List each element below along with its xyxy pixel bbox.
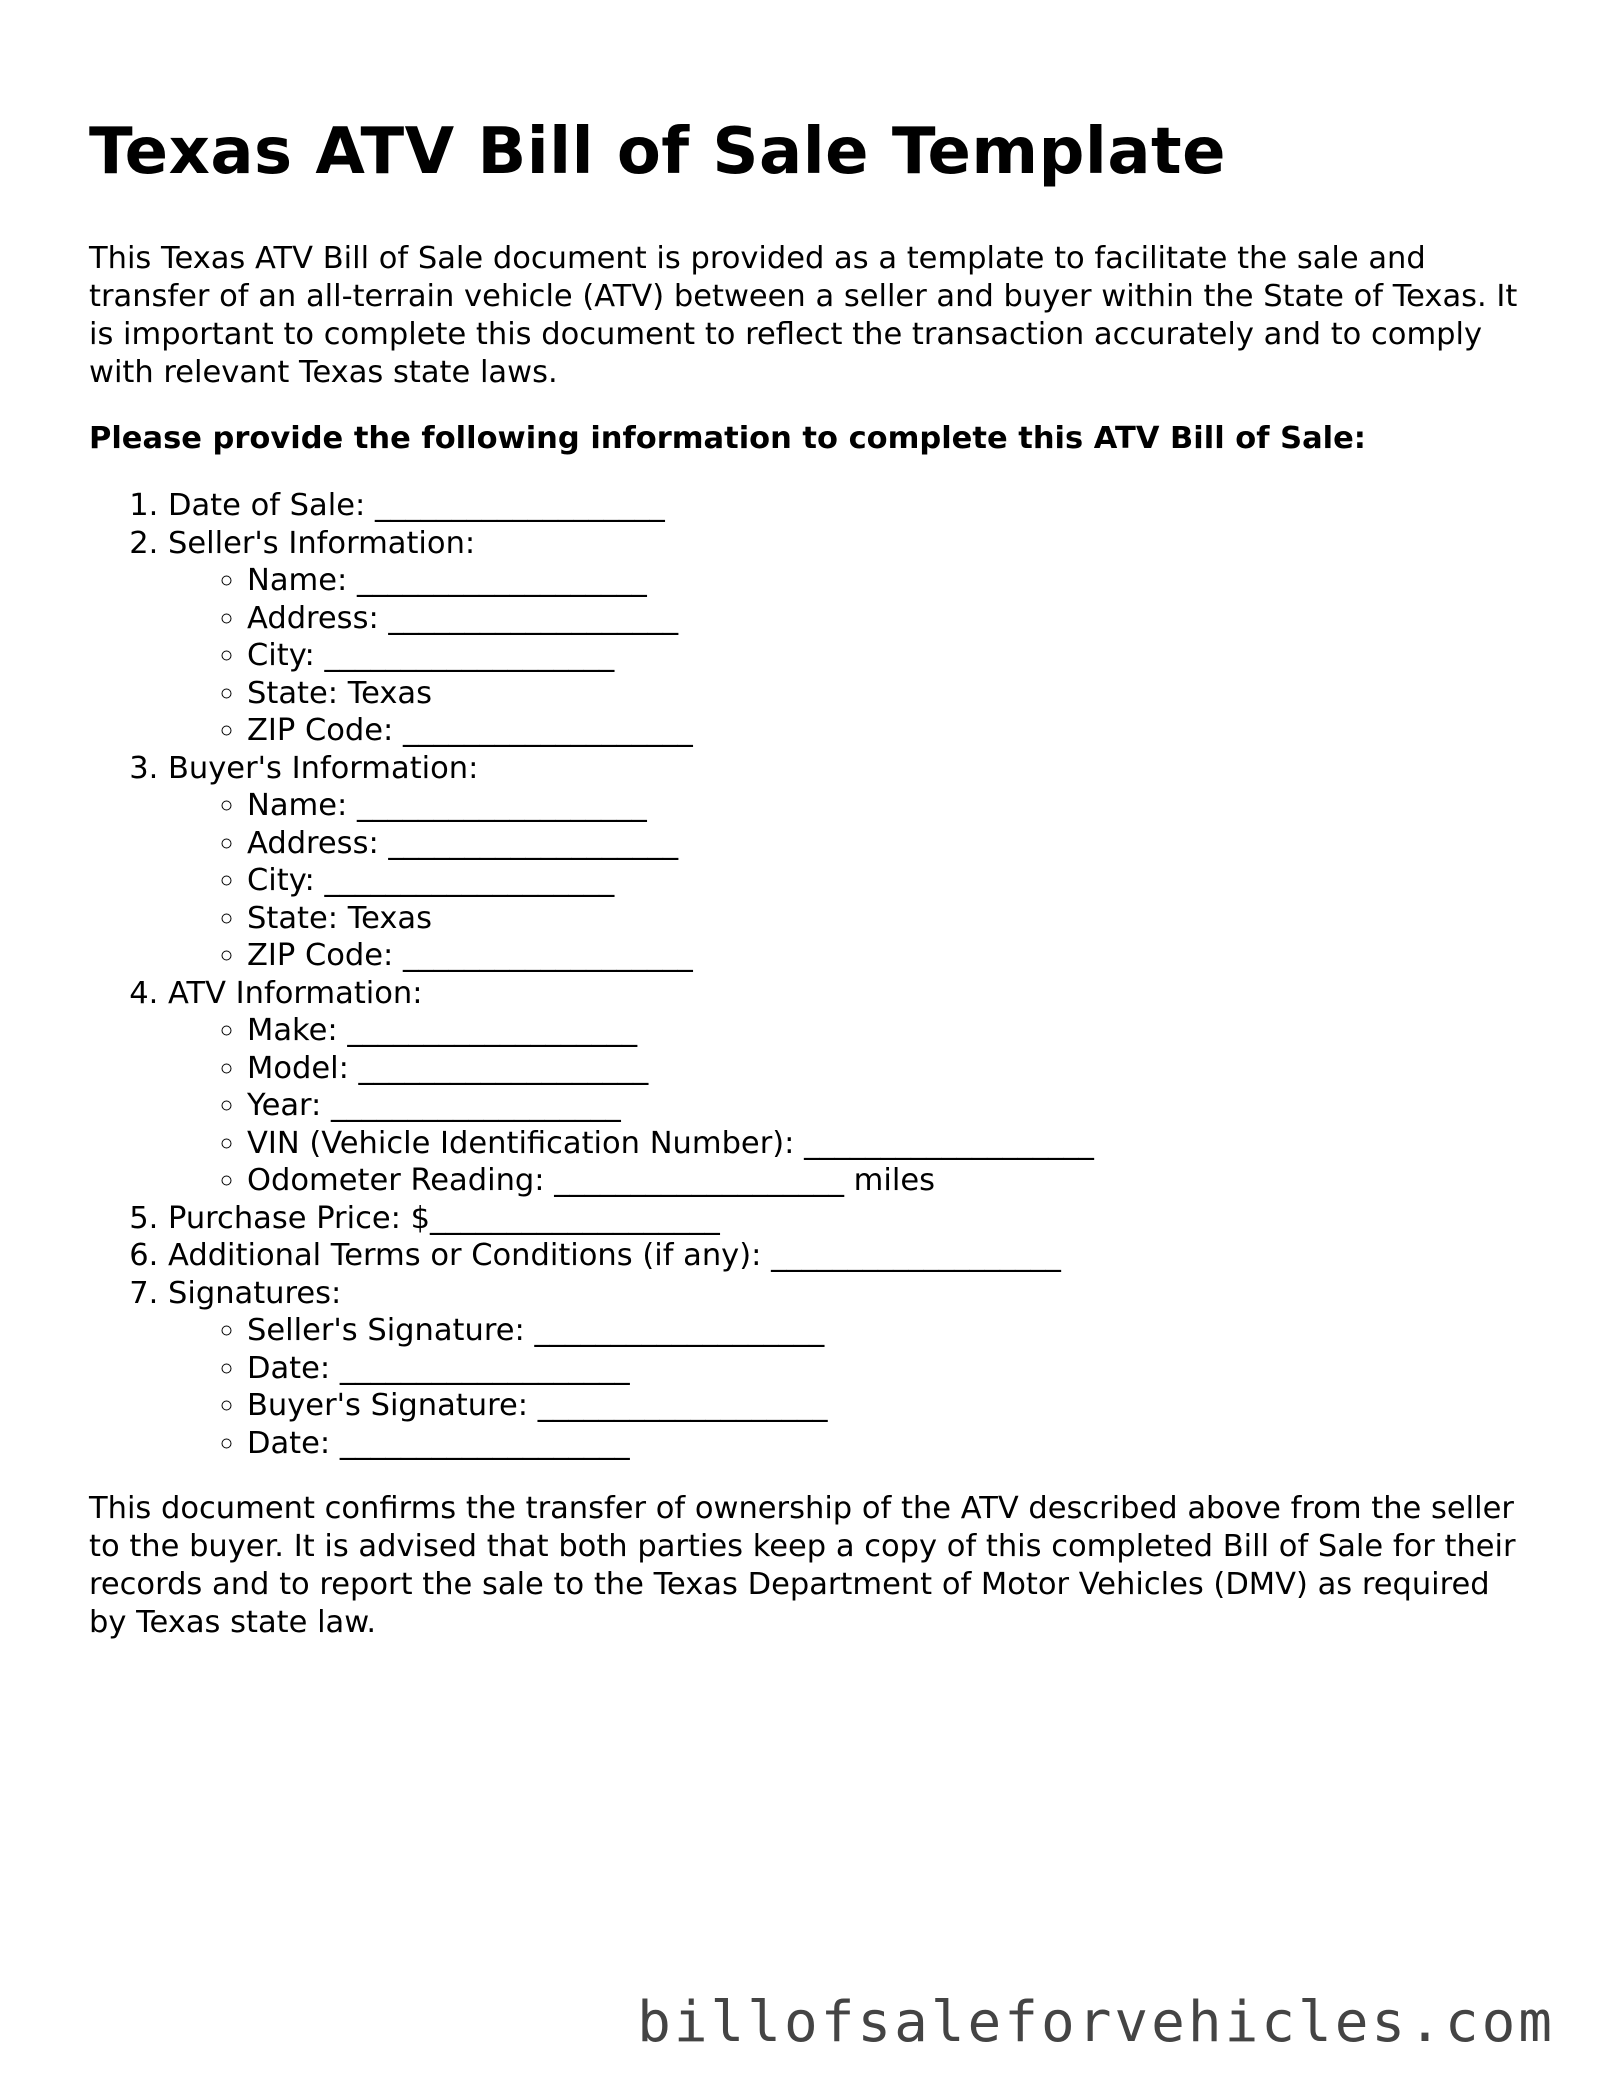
signatures-heading: Signatures: bbox=[168, 1275, 342, 1311]
list-item bbox=[247, 1125, 1519, 1163]
seller-state-field: State: Texas bbox=[247, 675, 433, 711]
seller-zip-field: ZIP Code: ___________________ bbox=[247, 713, 693, 748]
list-item bbox=[247, 712, 1519, 750]
list-item bbox=[247, 675, 1519, 713]
list-item bbox=[247, 937, 1519, 975]
closing-paragraph: This document confirms the transfer of ownership of the ATV described above from the seller to the buyer. It is advised that both parties keep a copy of this completed Bill of Sale for their records and to report the sale to the Texas Department of Motor Vehicles (DMV) as required by Texas state law. bbox=[89, 1491, 1516, 1640]
document-title: Texas ATV Bill of Sale Template bbox=[89, 115, 1226, 189]
buyer-state-field: State: Texas bbox=[247, 900, 433, 936]
atv-info-heading: ATV Information: bbox=[168, 975, 423, 1011]
buyer-info-list bbox=[168, 787, 1519, 975]
seller-city-field: City: ___________________ bbox=[247, 638, 615, 673]
seller-signature-date-field: Date: ___________________ bbox=[247, 1350, 630, 1386]
list-item bbox=[247, 600, 1519, 638]
list-item bbox=[247, 900, 1519, 938]
list-item bbox=[168, 1237, 1519, 1275]
signatures-list bbox=[168, 1312, 1519, 1462]
purchase-price-field: Purchase Price: $___________________ bbox=[168, 1200, 720, 1236]
atv-info-list bbox=[168, 1012, 1519, 1200]
list-item bbox=[168, 1200, 1519, 1238]
list-item bbox=[168, 750, 1519, 975]
buyer-city-field: City: ___________________ bbox=[247, 863, 615, 898]
list-item bbox=[247, 1425, 1519, 1463]
list-item bbox=[247, 825, 1519, 863]
list-item bbox=[247, 1012, 1519, 1050]
list-item bbox=[247, 1087, 1519, 1125]
atv-model-field: Model: ___________________ bbox=[247, 1050, 649, 1086]
list-item bbox=[247, 562, 1519, 600]
atv-odometer-field: Odometer Reading: ___________________ miles bbox=[247, 1163, 935, 1198]
list-item bbox=[247, 1162, 1519, 1200]
list-item bbox=[168, 975, 1519, 1200]
atv-make-field: Make: ___________________ bbox=[247, 1013, 638, 1048]
form-fields-list bbox=[89, 487, 1519, 1462]
website-watermark: billofsaleforvehicles.com bbox=[637, 1990, 1555, 2055]
seller-name-field: Name: ___________________ bbox=[247, 563, 647, 598]
list-item bbox=[247, 1387, 1519, 1425]
additional-terms-field: Additional Terms or Conditions (if any): ___________________ bbox=[168, 1238, 1061, 1273]
buyer-zip-field: ZIP Code: ___________________ bbox=[247, 938, 693, 973]
document-page bbox=[89, 110, 1519, 1642]
buyer-info-heading: Buyer's Information: bbox=[168, 750, 479, 786]
intro-paragraph: This Texas ATV Bill of Sale document is provided as a template to facilitate the sale and transfer of an all-terrain vehicle (ATV) between a seller and buyer within the State of Texas. It is important to complete this document to reflect the transaction accurately and to comply with relevant Texas state laws. bbox=[89, 241, 1518, 390]
list-item bbox=[168, 487, 1519, 525]
list-item bbox=[168, 1275, 1519, 1463]
instructions-heading: Please provide the following information to complete this ATV Bill of Sale: bbox=[89, 421, 1366, 456]
list-item bbox=[168, 525, 1519, 750]
buyer-signature-field: Buyer's Signature: ___________________ bbox=[247, 1388, 828, 1423]
seller-signature-field: Seller's Signature: ___________________ bbox=[247, 1313, 825, 1348]
seller-info-list bbox=[168, 562, 1519, 750]
seller-address-field: Address: ___________________ bbox=[247, 600, 679, 636]
list-item bbox=[247, 1312, 1519, 1350]
seller-info-heading: Seller's Information: bbox=[168, 525, 476, 561]
buyer-name-field: Name: ___________________ bbox=[247, 788, 647, 823]
list-item bbox=[247, 1050, 1519, 1088]
list-item bbox=[247, 787, 1519, 825]
atv-year-field: Year: ___________________ bbox=[247, 1088, 621, 1123]
atv-vin-field: VIN (Vehicle Identification Number): ___________________ bbox=[247, 1125, 1094, 1161]
date-of-sale-field: Date of Sale: ___________________ bbox=[168, 488, 665, 523]
list-item bbox=[247, 862, 1519, 900]
buyer-address-field: Address: ___________________ bbox=[247, 825, 679, 861]
buyer-signature-date-field: Date: ___________________ bbox=[247, 1425, 630, 1461]
list-item bbox=[247, 1350, 1519, 1388]
list-item bbox=[247, 637, 1519, 675]
